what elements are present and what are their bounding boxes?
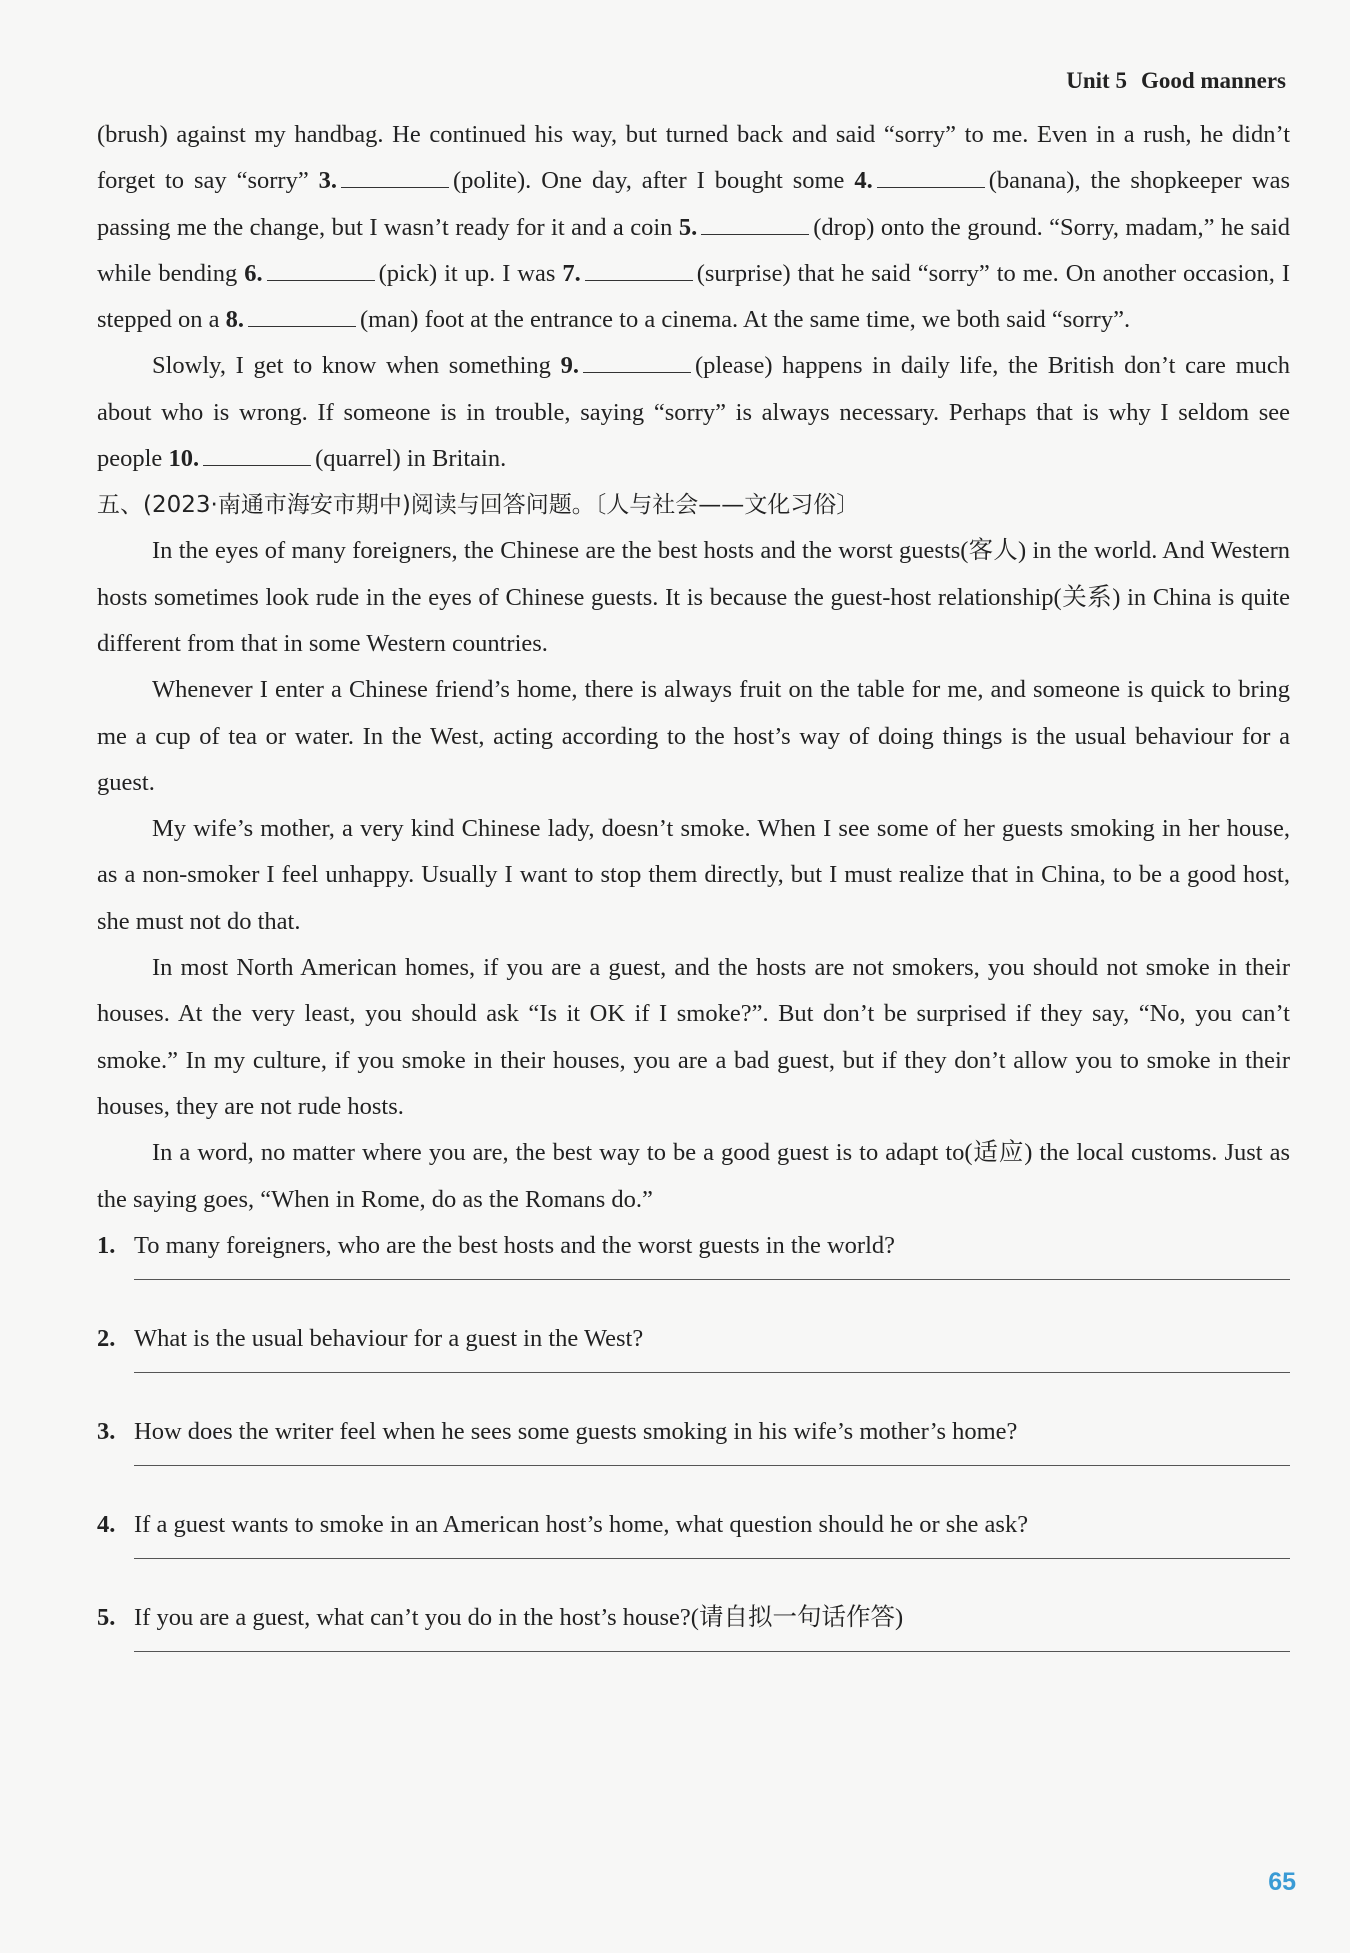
question-number: 1. [97, 1231, 116, 1259]
answer-rule [134, 1465, 1290, 1466]
blank-7[interactable] [585, 258, 693, 281]
cloze-text: (pick) it up. I was [378, 259, 563, 287]
reading-paragraph-2: Whenever I enter a Chinese friend’s home, there is always fruit on the table for me, and someone is quick to bring me a cup of tea or water. In the West, acting according to the host’s way of doing things is the usual behaviour for a guest. [97, 676, 1290, 796]
answer-rule [134, 1558, 1290, 1559]
blank-9[interactable] [583, 350, 691, 373]
question-text: If a guest wants to smoke in an American host’s home, what question should he or she ask? [134, 1510, 1029, 1538]
question-text: To many foreigners, who are the best hosts and the worst guests in the world? [134, 1231, 896, 1259]
reading-paragraph-3: My wife’s mother, a very kind Chinese lady, doesn’t smoke. When I see some of her guests smoking in her house, as a non-smoker I feel unhappy. Usually I want to stop them directly, but I must realize that in China, to be a good host, she must not do that. [97, 815, 1290, 935]
answer-rule [134, 1279, 1290, 1280]
question-text: If you are a guest, what can’t you do in the host’s house?(请自拟一句话作答) [134, 1603, 904, 1631]
blank-6[interactable] [267, 258, 375, 281]
question-5 [97, 1595, 1290, 1641]
cloze-paragraph-2 [97, 343, 1290, 482]
reading-paragraph-5: In a word, no matter where you are, the best way to be a good guest is to adapt to(适应) the local customs. Just as the saying goes, “When in Rome, do as the Romans do.” [97, 1139, 1290, 1213]
answer-rule [134, 1372, 1290, 1373]
question-number: 2. [97, 1324, 116, 1352]
blank-number: 3. [318, 167, 338, 195]
blank-3[interactable] [341, 165, 449, 188]
blank-number: 7. [562, 259, 581, 287]
cloze-text: (quarrel) in Britain. [315, 445, 507, 473]
cloze-text: (surprise) that he said “sorry” to me. On another occasion, I stepped on a [97, 259, 1290, 334]
blank-number: 6. [244, 259, 263, 287]
page-content [97, 112, 1290, 1688]
question-1 [97, 1223, 1290, 1269]
answer-line-2[interactable] [97, 1362, 1290, 1408]
blank-number: 10. [168, 445, 200, 473]
cloze-text: (brush) against my handbag. He continued his way, but turned back and said “sorry” to me. Even in a rush, he didn’t forget to say “sorry” [97, 121, 1290, 195]
reading-paragraph-1: In the eyes of many foreigners, the Chinese are the best hosts and the worst guests(客人) in the world. And Western hosts sometimes look rude in the eyes of Chinese guests. It is because the guest-host relationship(关系) in China is quite different from that in some Western countries. [97, 537, 1290, 657]
question-text: What is the usual behaviour for a guest in the West? [134, 1324, 644, 1352]
blank-number: 9. [560, 352, 579, 380]
blank-4[interactable] [877, 165, 985, 188]
unit-title: Good manners [1140, 68, 1286, 93]
cloze-text: (polite). One day, after I bought some [453, 167, 855, 195]
section-title: 五、(2023·南通市海安市期中)阅读与回答问题。〔人与社会——文化习俗〕 [97, 492, 860, 519]
question-list [97, 1223, 1290, 1687]
reading-paragraph-4: In most North American homes, if you are a guest, and the hosts are not smokers, you should not smoke in their houses. At the very least, you should ask “Is it OK if I smoke?”. But don’t be surprised if they say, “No, you can’t smoke.” In my culture, if you smoke in their houses, you are a bad guest, but if they don’t allow you to smoke in their houses, they are not rude hosts. [97, 954, 1290, 1120]
question-number: 3. [97, 1417, 116, 1445]
question-2 [97, 1316, 1290, 1362]
page-header [1066, 68, 1286, 94]
question-number: 4. [97, 1510, 116, 1538]
question-number: 5. [97, 1603, 116, 1631]
answer-line-1[interactable] [97, 1269, 1290, 1315]
answer-rule [134, 1651, 1290, 1652]
question-3 [97, 1409, 1290, 1455]
answer-line-3[interactable] [97, 1455, 1290, 1501]
answer-line-5[interactable] [97, 1641, 1290, 1687]
cloze-text: (drop) onto the ground. “Sorry, madam,” he said while bending [97, 213, 1290, 287]
cloze-text: (man) foot at the entrance to a cinema. At the same time, we both said “sorry”. [359, 306, 1131, 334]
cloze-paragraph-1 [97, 112, 1290, 343]
blank-number: 5. [678, 213, 698, 241]
cloze-text: Slowly, I get to know when something [152, 352, 561, 380]
blank-10[interactable] [203, 443, 311, 466]
unit-label: Unit 5 [1066, 68, 1127, 93]
blank-number: 8. [225, 306, 244, 334]
question-4 [97, 1502, 1290, 1548]
cloze-text: (banana), the shopkeeper was passing me the change, but I wasn’t ready for it and a coin [97, 167, 1290, 241]
blank-5[interactable] [701, 212, 809, 235]
cloze-text: (please) happens in daily life, the British don’t care much about who is wrong. If someone is in trouble, saying “sorry” is always necessary. Perhaps that is why I seldom see people [97, 352, 1290, 473]
page-number: 65 [1268, 1868, 1296, 1896]
answer-line-4[interactable] [97, 1548, 1290, 1594]
question-text: How does the writer feel when he sees some guests smoking in his wife’s mother’s home? [134, 1417, 1018, 1445]
blank-number: 4. [854, 167, 873, 195]
blank-8[interactable] [248, 304, 356, 327]
